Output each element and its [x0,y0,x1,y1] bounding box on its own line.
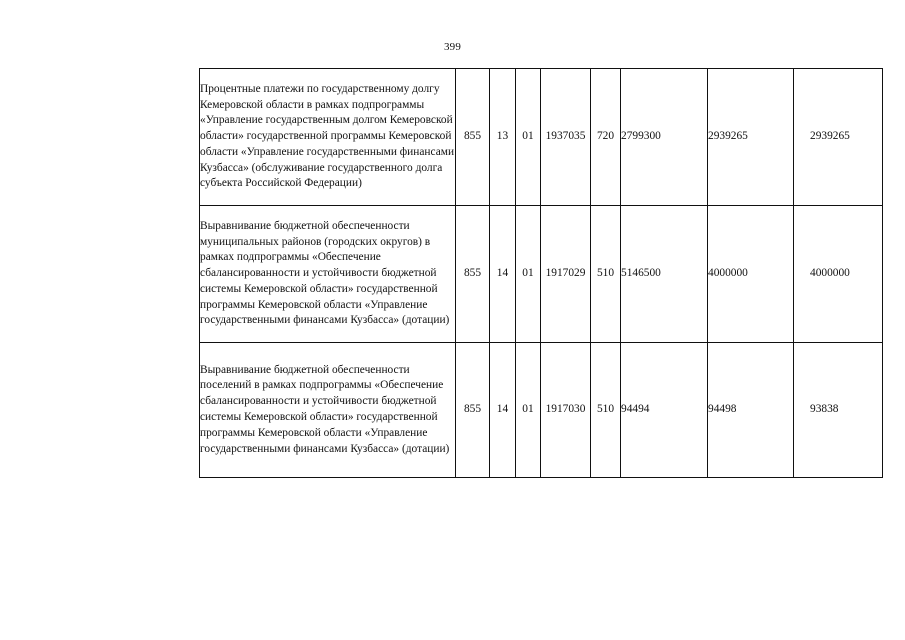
amount-2-cell: 94498 [708,343,794,478]
amount-3-cell: 4000000 [794,206,883,343]
subsection-code-cell: 01 [516,69,541,206]
table-row [200,343,883,478]
amount-3-cell: 93838 [794,343,883,478]
section-code-cell: 14 [490,206,516,343]
expense-type-cell: 720 [591,69,621,206]
amount-3-cell: 2939265 [794,69,883,206]
grbs-code-cell: 855 [456,343,490,478]
section-code-cell: 14 [490,343,516,478]
target-article-cell: 1917029 [541,206,591,343]
table-row [200,206,883,343]
target-article-cell: 1917030 [541,343,591,478]
subsection-code-cell: 01 [516,206,541,343]
page-number: 399 [443,41,462,53]
row-description: Процентные платежи по государственному долгу Кемеровской области в рамках подпрограммы «Управление государственным долгом Кемеровской области» государственной программы Кемеровской области «Управление государственными финансами Кузбасса» (обслуживание государственного долга субъекта Российской Федерации) [200,69,456,206]
amount-1-cell: 5146500 [621,206,708,343]
grbs-code-cell: 855 [456,69,490,206]
amount-2-cell: 2939265 [708,69,794,206]
grbs-code-cell: 855 [456,206,490,343]
section-code-cell: 13 [490,69,516,206]
amount-1-cell: 2799300 [621,69,708,206]
expense-type-cell: 510 [591,206,621,343]
target-article-cell: 1937035 [541,69,591,206]
amount-1-cell: 94494 [621,343,708,478]
row-description: Выравнивание бюджетной обеспеченности поселений в рамках подпрограммы «Обеспечение сбалансированности и устойчивости бюджетной системы Кемеровской области» государственной программы Кемеровской области «Управление государственными финансами Кузбасса» (дотации) [200,343,456,478]
table-row [200,69,883,206]
row-description: Выравнивание бюджетной обеспеченности муниципальных районов (городских округов) в рамках подпрограммы «Обеспечение сбалансированности и устойчивости бюджетной системы Кемеровской области» государственной программы Кемеровской области «Управление государственными финансами Кузбасса» (дотации) [200,206,456,343]
subsection-code-cell: 01 [516,343,541,478]
amount-2-cell: 4000000 [708,206,794,343]
expense-type-cell: 510 [591,343,621,478]
budget-table [199,68,883,478]
